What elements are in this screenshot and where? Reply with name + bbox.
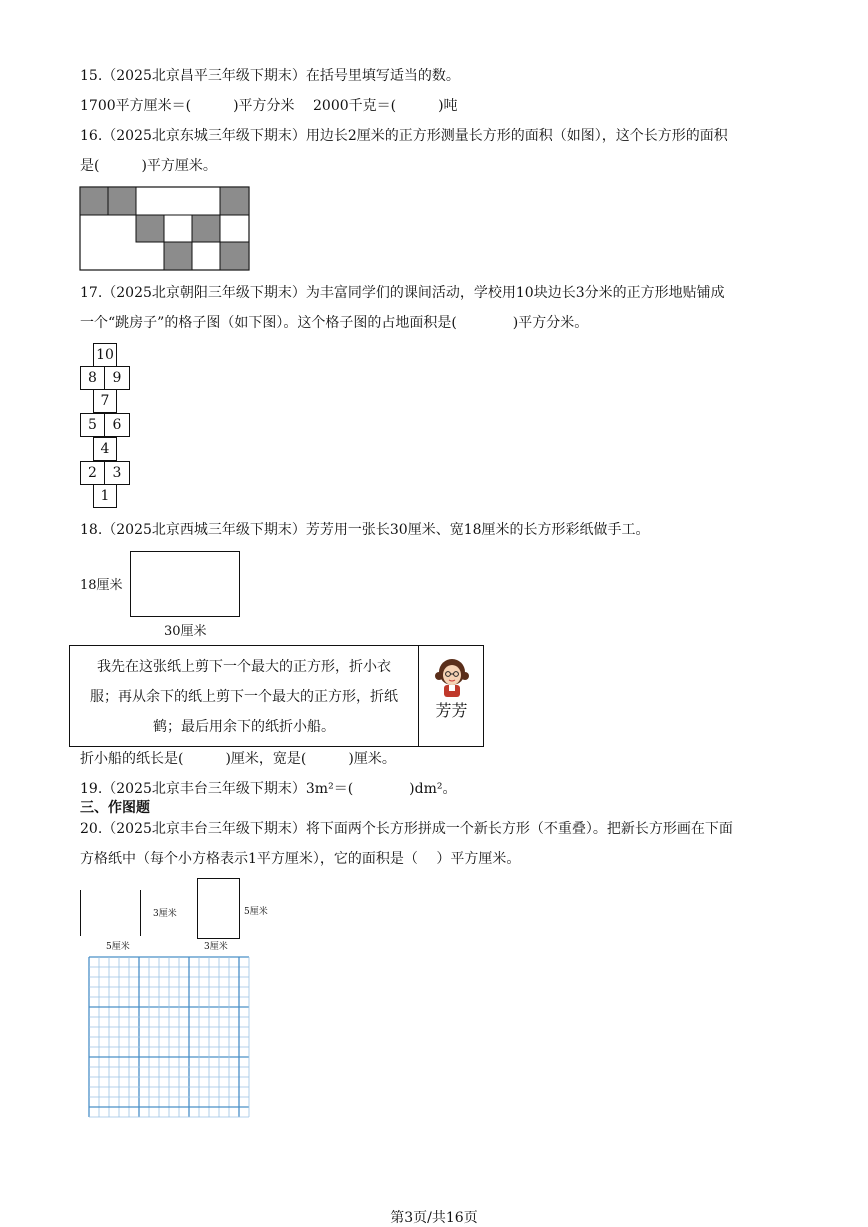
section-heading: 三、作图题	[80, 800, 150, 816]
speech-text	[70, 646, 419, 746]
speech-line: 我先在这张纸上剪下一个最大的正方形，折小衣	[97, 659, 391, 675]
q16-gray-square	[220, 242, 249, 270]
q20-rect1-side-label: 3厘米	[153, 909, 177, 919]
girl-avatar-icon	[432, 656, 472, 700]
q18-width-label: 18厘米	[80, 578, 123, 593]
q20-rect1-left-edge	[80, 890, 81, 936]
q18-length-label: 30厘米	[164, 624, 207, 639]
q17-stem-line1: 17.（2025北京朝阳三年级下期末）为丰富同学们的课间活动，学校用10块边长3分米的正方形地贴铺成	[80, 285, 725, 301]
hopscotch-cell: 5	[80, 413, 105, 437]
q20-rect2	[197, 878, 240, 939]
q16-gray-square	[164, 242, 192, 270]
q17-stem-line2: 一个“跳房子”的格子图（如下图）。这个格子图的占地面积是( )平方分米。	[80, 315, 589, 331]
q16-gray-square	[220, 187, 249, 215]
q16-stem-line2: 是( )平方厘米。	[80, 158, 217, 174]
hopscotch-cell: 1	[93, 484, 117, 508]
q20-stem-line2: 方格纸中（每个小方格表示1平方厘米），它的面积是（ ）平方厘米。	[80, 851, 521, 867]
q16-grid-figure	[79, 186, 251, 272]
hopscotch-cell: 6	[104, 413, 130, 437]
q20-rect1-bottom-label: 5厘米	[106, 942, 130, 952]
hopscotch-figure	[80, 343, 132, 509]
q16-stem-line1: 16.（2025北京东城三年级下期末）用边长2厘米的正方形测量长方形的面积（如图），这个长方形的面积	[80, 128, 728, 144]
speech-line: 服；再从余下的纸上剪下一个最大的正方形，折纸	[90, 689, 398, 705]
q20-rect1-right-edge	[140, 890, 141, 936]
q20-rect2-bottom-label: 3厘米	[204, 942, 228, 952]
speech-bubble	[69, 645, 484, 747]
hopscotch-cell: 7	[93, 389, 117, 413]
q16-gray-square	[80, 187, 108, 215]
speaker-name: 芳芳	[435, 701, 468, 720]
q15-stem: 15.（2025北京昌平三年级下期末）在括号里填写适当的数。	[80, 68, 460, 84]
hopscotch-cell: 9	[104, 366, 130, 390]
hopscotch-cell: 3	[104, 461, 130, 485]
hopscotch-cell: 10	[93, 343, 117, 367]
hopscotch-cell: 2	[80, 461, 105, 485]
speech-line: 鹤；最后用余下的纸折小船。	[153, 719, 335, 735]
q15-fill-line: 1700平方厘米＝( )平方分米 2000千克＝( )吨	[80, 98, 458, 114]
q18-answer: 折小船的纸长是( )厘米，宽是( )厘米。	[80, 751, 396, 767]
hopscotch-cell: 4	[93, 437, 117, 461]
q16-gray-square	[136, 215, 164, 242]
q18-stem: 18.（2025北京西城三年级下期末）芳芳用一张长30厘米、宽18厘米的长方形彩纸做手工。	[80, 522, 650, 538]
q20-stem-line1: 20.（2025北京丰台三年级下期末）将下面两个长方形拼成一个新长方形（不重叠）。把新长方形画在下面	[80, 821, 733, 837]
page-footer: 第3页/共16页	[390, 1210, 478, 1226]
q18-paper-rectangle	[130, 551, 240, 617]
q19-stem: 19.（2025北京丰台三年级下期末）3m²＝( )dm²。	[80, 781, 457, 797]
q16-gray-square	[192, 215, 220, 242]
graph-paper-grid	[88, 956, 252, 1120]
q16-gray-square	[108, 187, 136, 215]
hopscotch-cell: 8	[80, 366, 105, 390]
q20-rect2-side-label: 5厘米	[244, 907, 268, 917]
